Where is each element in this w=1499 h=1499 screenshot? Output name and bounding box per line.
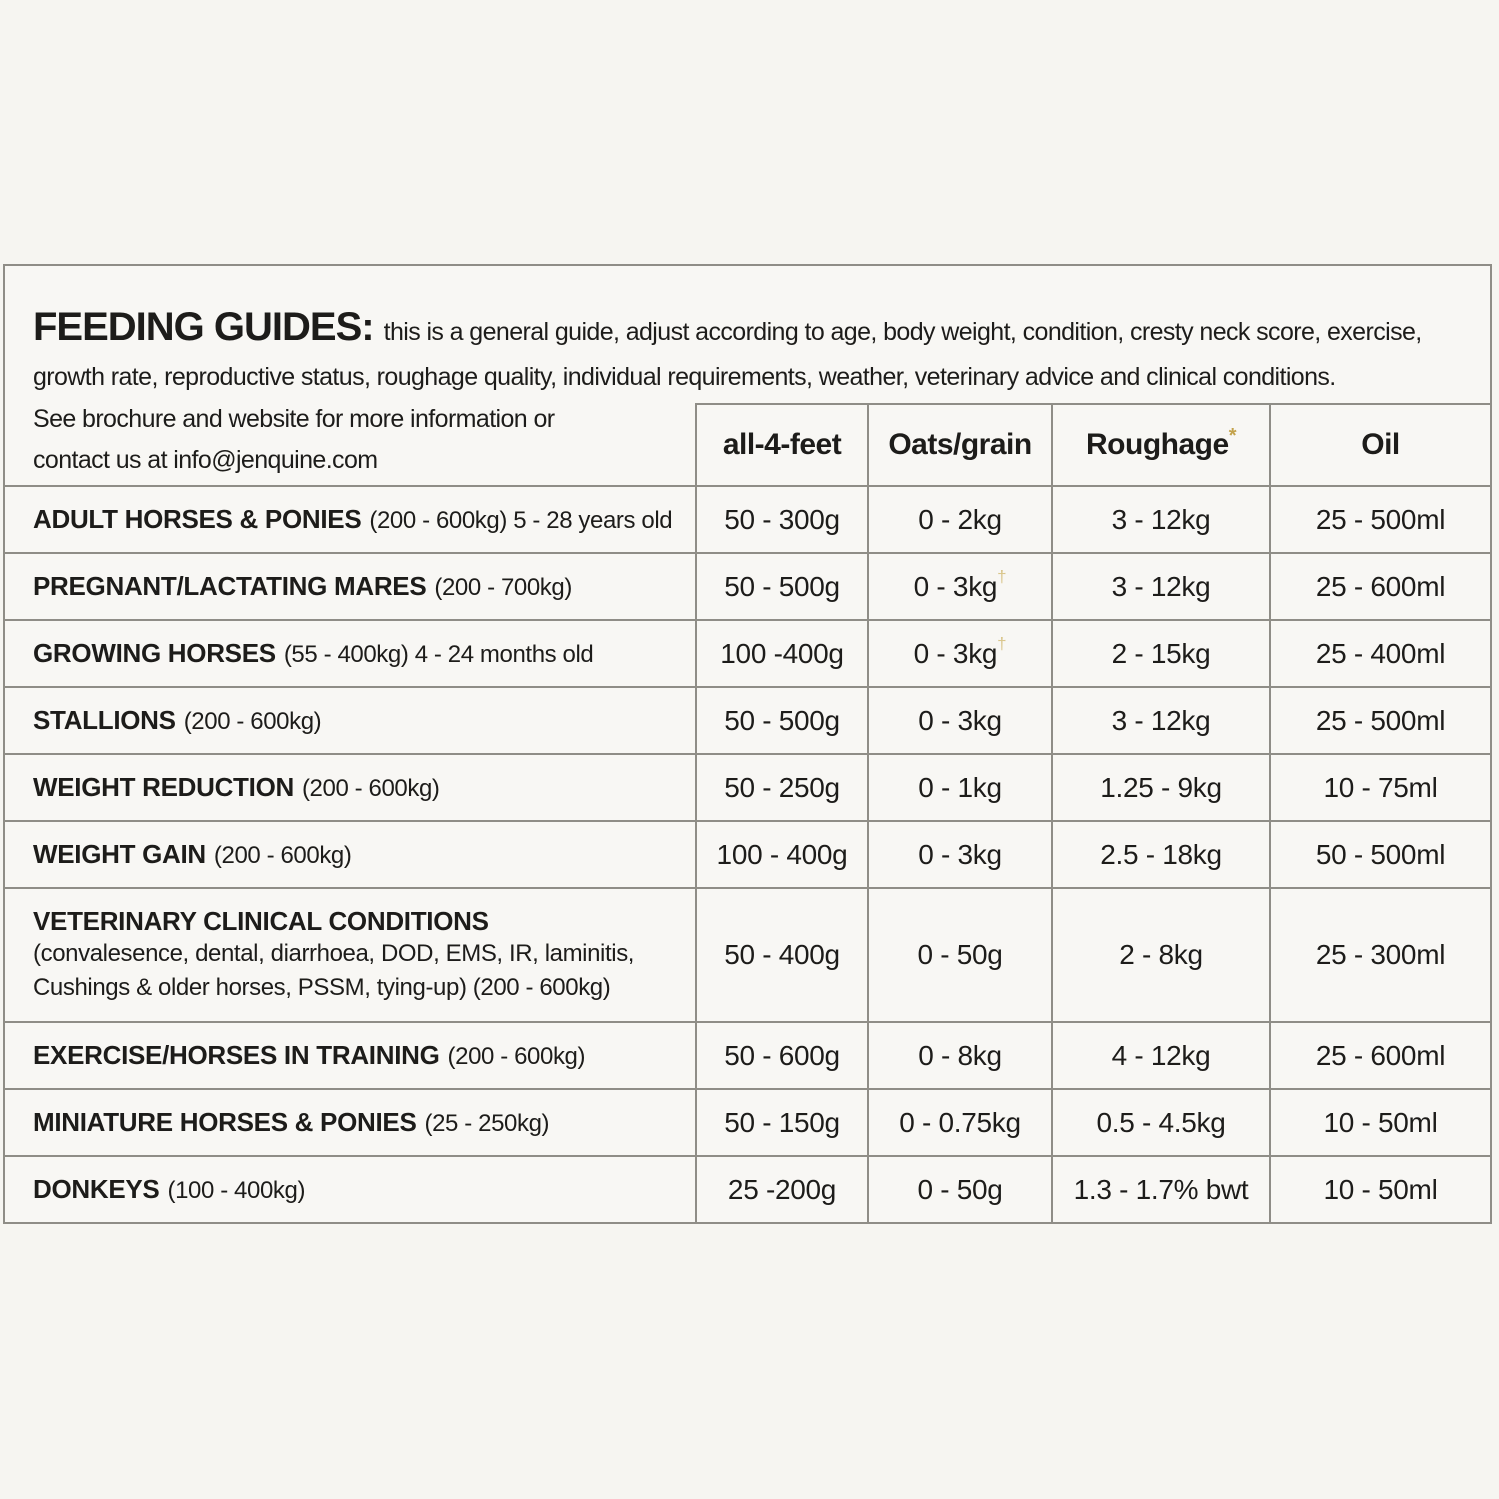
cell-value: 50 - 400g <box>724 939 840 970</box>
row-name: VETERINARY CLINICAL CONDITIONS <box>33 905 489 936</box>
cell-value: 0 - 3kg <box>913 637 998 669</box>
cell-roughage <box>1051 1023 1269 1088</box>
cell-oats-grain: 0 - 3kg † <box>867 554 1051 619</box>
row-detail: (200 - 600kg) <box>213 842 352 869</box>
intro-paragraph <box>33 296 1470 397</box>
cell-value: 50 - 300g <box>724 503 840 535</box>
cell-value: 1.25 - 9kg <box>1100 771 1222 803</box>
cell-value: 25 - 500ml <box>1315 503 1446 535</box>
table-row-exercise-training <box>5 1021 1490 1088</box>
row-label <box>5 487 695 552</box>
cell-roughage <box>1051 755 1269 820</box>
cell-all-4-feet <box>695 1157 867 1222</box>
row-name: DONKEYS <box>33 1174 160 1204</box>
cell-oats-grain <box>867 1090 1051 1155</box>
row-name: MINIATURE HORSES & PONIES <box>33 1107 417 1137</box>
cell-value: 0 - 3kg <box>918 704 1002 736</box>
cell-value: 0 - 1kg <box>918 771 1002 803</box>
row-name: EXERCISE/HORSES IN TRAINING <box>33 1040 440 1070</box>
cell-value: 100 -400g <box>720 637 844 669</box>
column-header-oats-grain <box>867 405 1051 485</box>
cell-value: 50 - 500g <box>724 704 840 736</box>
cell-value: 25 - 600ml <box>1315 1039 1446 1071</box>
cell-oats-grain: 0 - 3kg † <box>867 621 1051 686</box>
cell-oil <box>1269 1157 1490 1222</box>
column-header-label: Oil <box>1361 428 1400 461</box>
table-row-pregnant-mares <box>5 552 1490 619</box>
row-name: PREGNANT/LACTATING MARES <box>33 571 427 601</box>
row-label <box>5 755 695 820</box>
cell-oil <box>1269 1023 1490 1088</box>
cell-value: 1.3 - 1.7% bwt <box>1073 1173 1249 1205</box>
table-row-miniature-horses <box>5 1088 1490 1155</box>
cell-value: 25 -200g <box>727 1173 837 1205</box>
cell-value: 0 - 50g <box>917 1173 1003 1205</box>
cell-oil <box>1269 554 1490 619</box>
cell-value: 3 - 12kg <box>1111 570 1211 602</box>
cell-roughage <box>1051 621 1269 686</box>
row-name: STALLIONS <box>33 705 176 735</box>
row-detail: (200 - 700kg) <box>434 574 572 601</box>
column-header-oil <box>1269 405 1490 485</box>
cell-value: 50 - 500ml <box>1315 838 1446 870</box>
cell-oil <box>1269 755 1490 820</box>
cell-oats-grain <box>867 889 1051 1021</box>
cell-roughage <box>1051 1157 1269 1222</box>
cell-all-4-feet <box>695 621 867 686</box>
cell-oats-grain <box>867 487 1051 552</box>
cell-value: 0 - 0.75kg <box>899 1106 1021 1138</box>
row-label <box>5 1157 695 1222</box>
cell-roughage <box>1051 822 1269 887</box>
cell-all-4-feet <box>695 755 867 820</box>
cell-value: 3 - 12kg <box>1111 704 1211 736</box>
cell-value: 0 - 8kg <box>918 1039 1002 1071</box>
row-detail-extra: Cushings & older horses, PSSM, tying-up) (200 - 600kg) <box>33 973 611 1001</box>
column-header-roughage: Roughage * <box>1051 405 1269 485</box>
cell-value: 0 - 50g <box>917 939 1003 970</box>
cell-value: 2.5 - 18kg <box>1100 838 1222 870</box>
cell-value: 25 - 600ml <box>1315 570 1446 602</box>
cell-all-4-feet <box>695 1090 867 1155</box>
row-label <box>5 889 695 1021</box>
row-detail: (200 - 600kg) <box>301 775 440 802</box>
cell-value: 10 - 50ml <box>1323 1106 1438 1138</box>
cell-value: 0.5 - 4.5kg <box>1096 1106 1226 1138</box>
cell-roughage <box>1051 554 1269 619</box>
cell-roughage <box>1051 688 1269 753</box>
cell-value: 4 - 12kg <box>1111 1039 1211 1071</box>
cell-value: 0 - 2kg <box>918 503 1002 535</box>
cell-all-4-feet <box>695 889 867 1021</box>
cell-oats-grain <box>867 688 1051 753</box>
cell-oil <box>1269 688 1490 753</box>
cell-all-4-feet <box>695 1023 867 1088</box>
cell-value: 0 - 3kg <box>913 570 998 602</box>
row-detail: (100 - 400kg) <box>167 1177 306 1204</box>
cell-all-4-feet <box>695 487 867 552</box>
column-header-label: Roughage <box>1086 428 1229 461</box>
row-detail-extra: (convalesence, dental, diarrhoea, DOD, EMS, IR, laminitis, <box>33 939 635 967</box>
row-detail: (200 - 600kg) <box>183 708 322 735</box>
cell-value: 100 - 400g <box>716 838 848 870</box>
cell-oil <box>1269 621 1490 686</box>
column-header-all-4-feet <box>695 405 867 485</box>
cell-value: 50 - 150g <box>724 1106 840 1138</box>
cell-value: 50 - 250g <box>724 771 840 803</box>
feeding-guide-sheet <box>3 264 1492 1224</box>
cell-roughage <box>1051 889 1269 1021</box>
cell-oats-grain <box>867 1023 1051 1088</box>
cell-value: 3 - 12kg <box>1111 503 1211 535</box>
cell-value: 50 - 600g <box>724 1039 840 1071</box>
header-section <box>5 266 1490 485</box>
column-header-label: all-4-feet <box>722 428 842 461</box>
row-name: WEIGHT GAIN <box>33 839 206 869</box>
table-row-adult-horses <box>5 485 1490 552</box>
column-header-row <box>695 403 1490 485</box>
table-row-veterinary-clinical <box>5 887 1490 1021</box>
cell-value: 2 - 15kg <box>1111 637 1211 669</box>
cell-all-4-feet <box>695 688 867 753</box>
note-line-contact: contact us at info@jenquine.com <box>33 445 378 474</box>
row-detail: (55 - 400kg) 4 - 24 months old <box>283 641 594 668</box>
table-row-donkeys <box>5 1155 1490 1222</box>
table-row-stallions <box>5 686 1490 753</box>
intro-text: this is a general guide, adjust according to age, body weight, condition, cresty neck score, exercise, growth rate, reproductive status, roughage quality, individual requirements, weather, veterinary advice and clinical conditions. <box>33 318 1422 392</box>
cell-all-4-feet <box>695 554 867 619</box>
row-name: GROWING HORSES <box>33 638 276 668</box>
cell-all-4-feet <box>695 822 867 887</box>
cell-value: 25 - 400ml <box>1315 637 1446 669</box>
row-label <box>5 688 695 753</box>
row-detail: (200 - 600kg) <box>447 1043 586 1070</box>
cell-oil <box>1269 1090 1490 1155</box>
cell-value: 50 - 500g <box>724 570 840 602</box>
cell-oats-grain <box>867 822 1051 887</box>
cell-value: 0 - 3kg <box>918 838 1002 870</box>
row-label <box>5 621 695 686</box>
page-title: FEEDING GUIDES: <box>33 305 374 349</box>
row-name: WEIGHT REDUCTION <box>33 772 294 802</box>
column-header-label: Oats/grain <box>888 428 1032 461</box>
note-line-brochure: See brochure and website for more information or <box>33 405 555 434</box>
cell-oats-grain <box>867 755 1051 820</box>
table-row-weight-reduction <box>5 753 1490 820</box>
row-detail: (25 - 250kg) <box>424 1110 550 1137</box>
row-label <box>5 822 695 887</box>
cell-roughage <box>1051 487 1269 552</box>
cell-value: 10 - 50ml <box>1323 1173 1438 1205</box>
cell-oil <box>1269 822 1490 887</box>
row-label <box>5 1090 695 1155</box>
cell-value: 25 - 500ml <box>1315 704 1446 736</box>
cell-oil <box>1269 889 1490 1021</box>
row-label <box>5 554 695 619</box>
row-label <box>5 1023 695 1088</box>
cell-roughage <box>1051 1090 1269 1155</box>
cell-oil <box>1269 487 1490 552</box>
cell-oats-grain <box>867 1157 1051 1222</box>
cell-value: 10 - 75ml <box>1323 771 1438 803</box>
cell-value: 2 - 8kg <box>1119 939 1203 970</box>
row-detail: (200 - 600kg) 5 - 28 years old <box>369 507 673 534</box>
table-row-weight-gain <box>5 820 1490 887</box>
table-row-growing-horses <box>5 619 1490 686</box>
cell-value: 25 - 300ml <box>1315 939 1446 970</box>
row-name: ADULT HORSES & PONIES <box>33 504 362 534</box>
